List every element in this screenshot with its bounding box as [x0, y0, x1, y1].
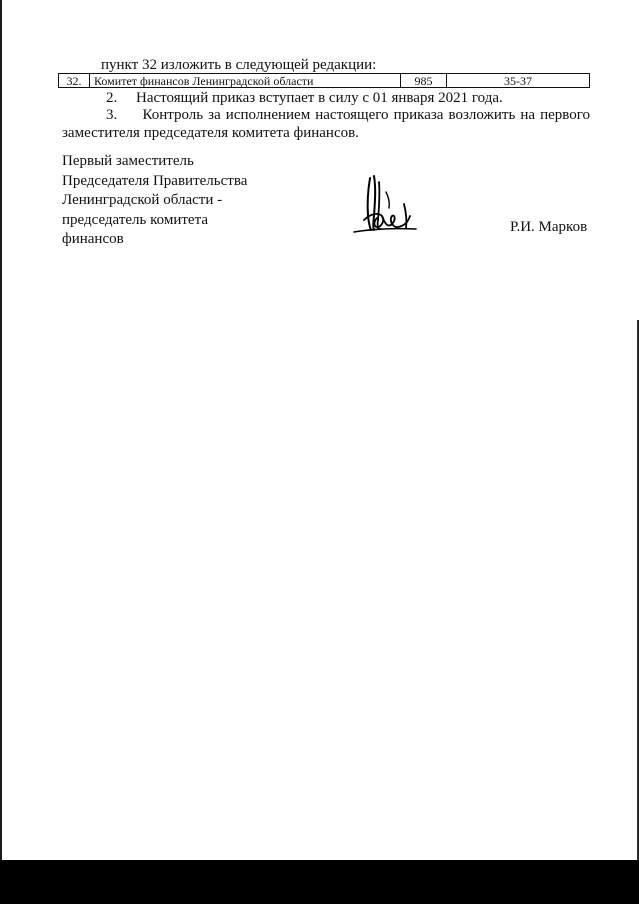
paragraph-3-text: Контроль за исполнением настоящего приказа возложить на первого заместителя председателя комитета финансов. [62, 107, 591, 141]
signatory-title [62, 152, 247, 250]
paragraph-2 [62, 89, 590, 107]
signer-name: Р.И. Марков [510, 219, 588, 235]
row-name-cell: Комитет финансов Ленинградской области [90, 74, 401, 88]
paragraph-3-number: 3. [106, 107, 118, 123]
signatory-title-line: председатель комитета [62, 211, 208, 228]
signatory-title-line: Председателя Правительства [62, 172, 248, 189]
row-range-cell: 35-37 [447, 74, 590, 88]
signatory-title-line: финансов [62, 231, 124, 247]
paragraph-2-number: 2. [106, 90, 118, 106]
scan-bottom-bar [0, 860, 639, 904]
paragraph-2-text: Настоящий приказ вступает в силу с 01 января 2021 года. [136, 90, 503, 106]
paragraph-3 [62, 106, 590, 142]
row-number-cell: 32. [59, 74, 90, 88]
handwritten-signature [352, 172, 420, 236]
entry-table [58, 73, 590, 88]
signatory-title-line: Первый заместитель [62, 153, 194, 169]
row-code-cell: 985 [401, 74, 447, 88]
table-row [59, 74, 590, 88]
intro-line: пункт 32 изложить в следующей редакции: [101, 57, 377, 73]
page-left-edge [0, 0, 2, 904]
signatory-title-line: Ленинградской области - [62, 192, 223, 208]
